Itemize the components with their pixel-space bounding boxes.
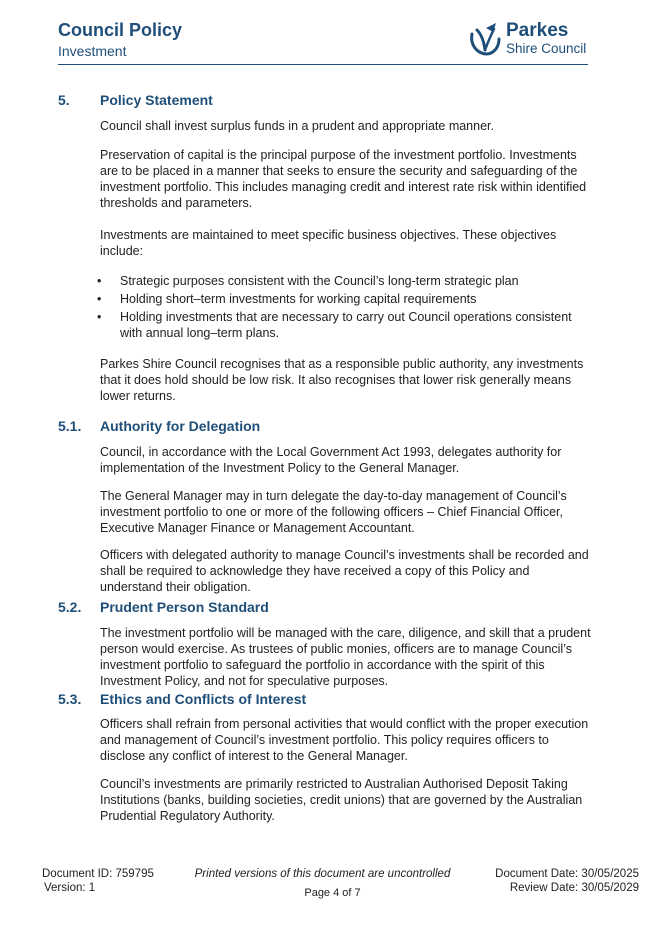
- section-number: 5.1.: [58, 418, 82, 434]
- section-title: Prudent Person Standard: [100, 599, 269, 615]
- section-number: 5.2.: [58, 599, 82, 615]
- section-title: Authority for Delegation: [100, 418, 261, 434]
- section-title: Ethics and Conflicts of Interest: [100, 691, 307, 707]
- header-title: Council Policy: [58, 20, 183, 40]
- document-date: Document Date: 30/05/2025: [495, 868, 639, 880]
- bullet-icon: •: [97, 274, 102, 288]
- paragraph: Council’s investments are primarily restricted to Australian Authorised Deposit Taking Institutions (banks, building societies, credit unions) that are governed by the Australian Prudential Regulatory Authority.: [100, 777, 583, 823]
- parkes-logo-icon: [466, 20, 504, 58]
- paragraph: Officers shall refrain from personal activities that would conflict with the proper execution and management of Council’s investment portfolio. This policy requires officers to disclose any conflict of interest to the General Manager.: [100, 717, 589, 763]
- council-logo: [466, 20, 590, 60]
- review-date: Review Date: 30/05/2029: [509, 882, 639, 894]
- document-id: Document ID: 759795: [42, 868, 154, 880]
- bullet-icon: •: [97, 310, 102, 324]
- bullet-icon: •: [97, 292, 102, 306]
- paragraph: Investments are maintained to meet specific business objectives. These objectives include:: [100, 228, 557, 258]
- header-divider: [58, 64, 588, 65]
- page-number: Page 4 of 7: [304, 887, 361, 899]
- header-subtitle: Investment: [58, 43, 127, 59]
- bullet-text: Strategic purposes consistent with the Council’s long-term strategic plan: [120, 274, 519, 288]
- logo-subtitle: Shire Council: [506, 41, 587, 56]
- paragraph: Council shall invest surplus funds in a prudent and appropriate manner.: [100, 119, 494, 133]
- version: Version: 1: [44, 882, 96, 894]
- section-number: 5.: [58, 92, 70, 108]
- bullet-text: Holding short–term investments for working capital requirements: [120, 292, 477, 306]
- paragraph: Preservation of capital is the principal purpose of the investment portfolio. Investments are to be placed in a manner that seeks to ensure the security and safeguarding of the investment portfolio. This includes managing credit and interest rate risk within identified thresholds and parameters.: [100, 148, 587, 210]
- logo-name: Parkes: [506, 20, 569, 41]
- paragraph: Officers with delegated authority to manage Council’s investments shall be recorded and shall be required to acknowledge they have received a copy of this Policy and understand their obligation.: [100, 548, 589, 594]
- uncontrolled-notice: Printed versions of this document are uncontrolled: [194, 868, 451, 880]
- section-title: Policy Statement: [100, 92, 213, 108]
- paragraph: Council, in accordance with the Local Government Act 1993, delegates authority for implementation of the Investment Policy to the General Manager.: [100, 445, 562, 475]
- paragraph: The General Manager may in turn delegate the day-to-day management of Council’s investment portfolio to one or more of the following officers – Chief Financial Officer, Executive Manager Finance or Management Accountant.: [100, 489, 567, 535]
- paragraph: Parkes Shire Council recognises that as a responsible public authority, any investments that it does hold should be low risk. It also recognises that lower risk generally means lower returns.: [100, 357, 584, 403]
- section-number: 5.3.: [58, 691, 82, 707]
- bullet-text: Holding investments that are necessary to carry out Council operations consistent with annual long–term plans.: [120, 310, 572, 340]
- paragraph: The investment portfolio will be managed with the care, diligence, and skill that a prudent person would exercise. As trustees of public monies, officers are to manage Council’s investment portfolio to safeguard the portfolio in accordance with the spirit of this Investment Policy, and not for speculative purposes.: [100, 626, 591, 688]
